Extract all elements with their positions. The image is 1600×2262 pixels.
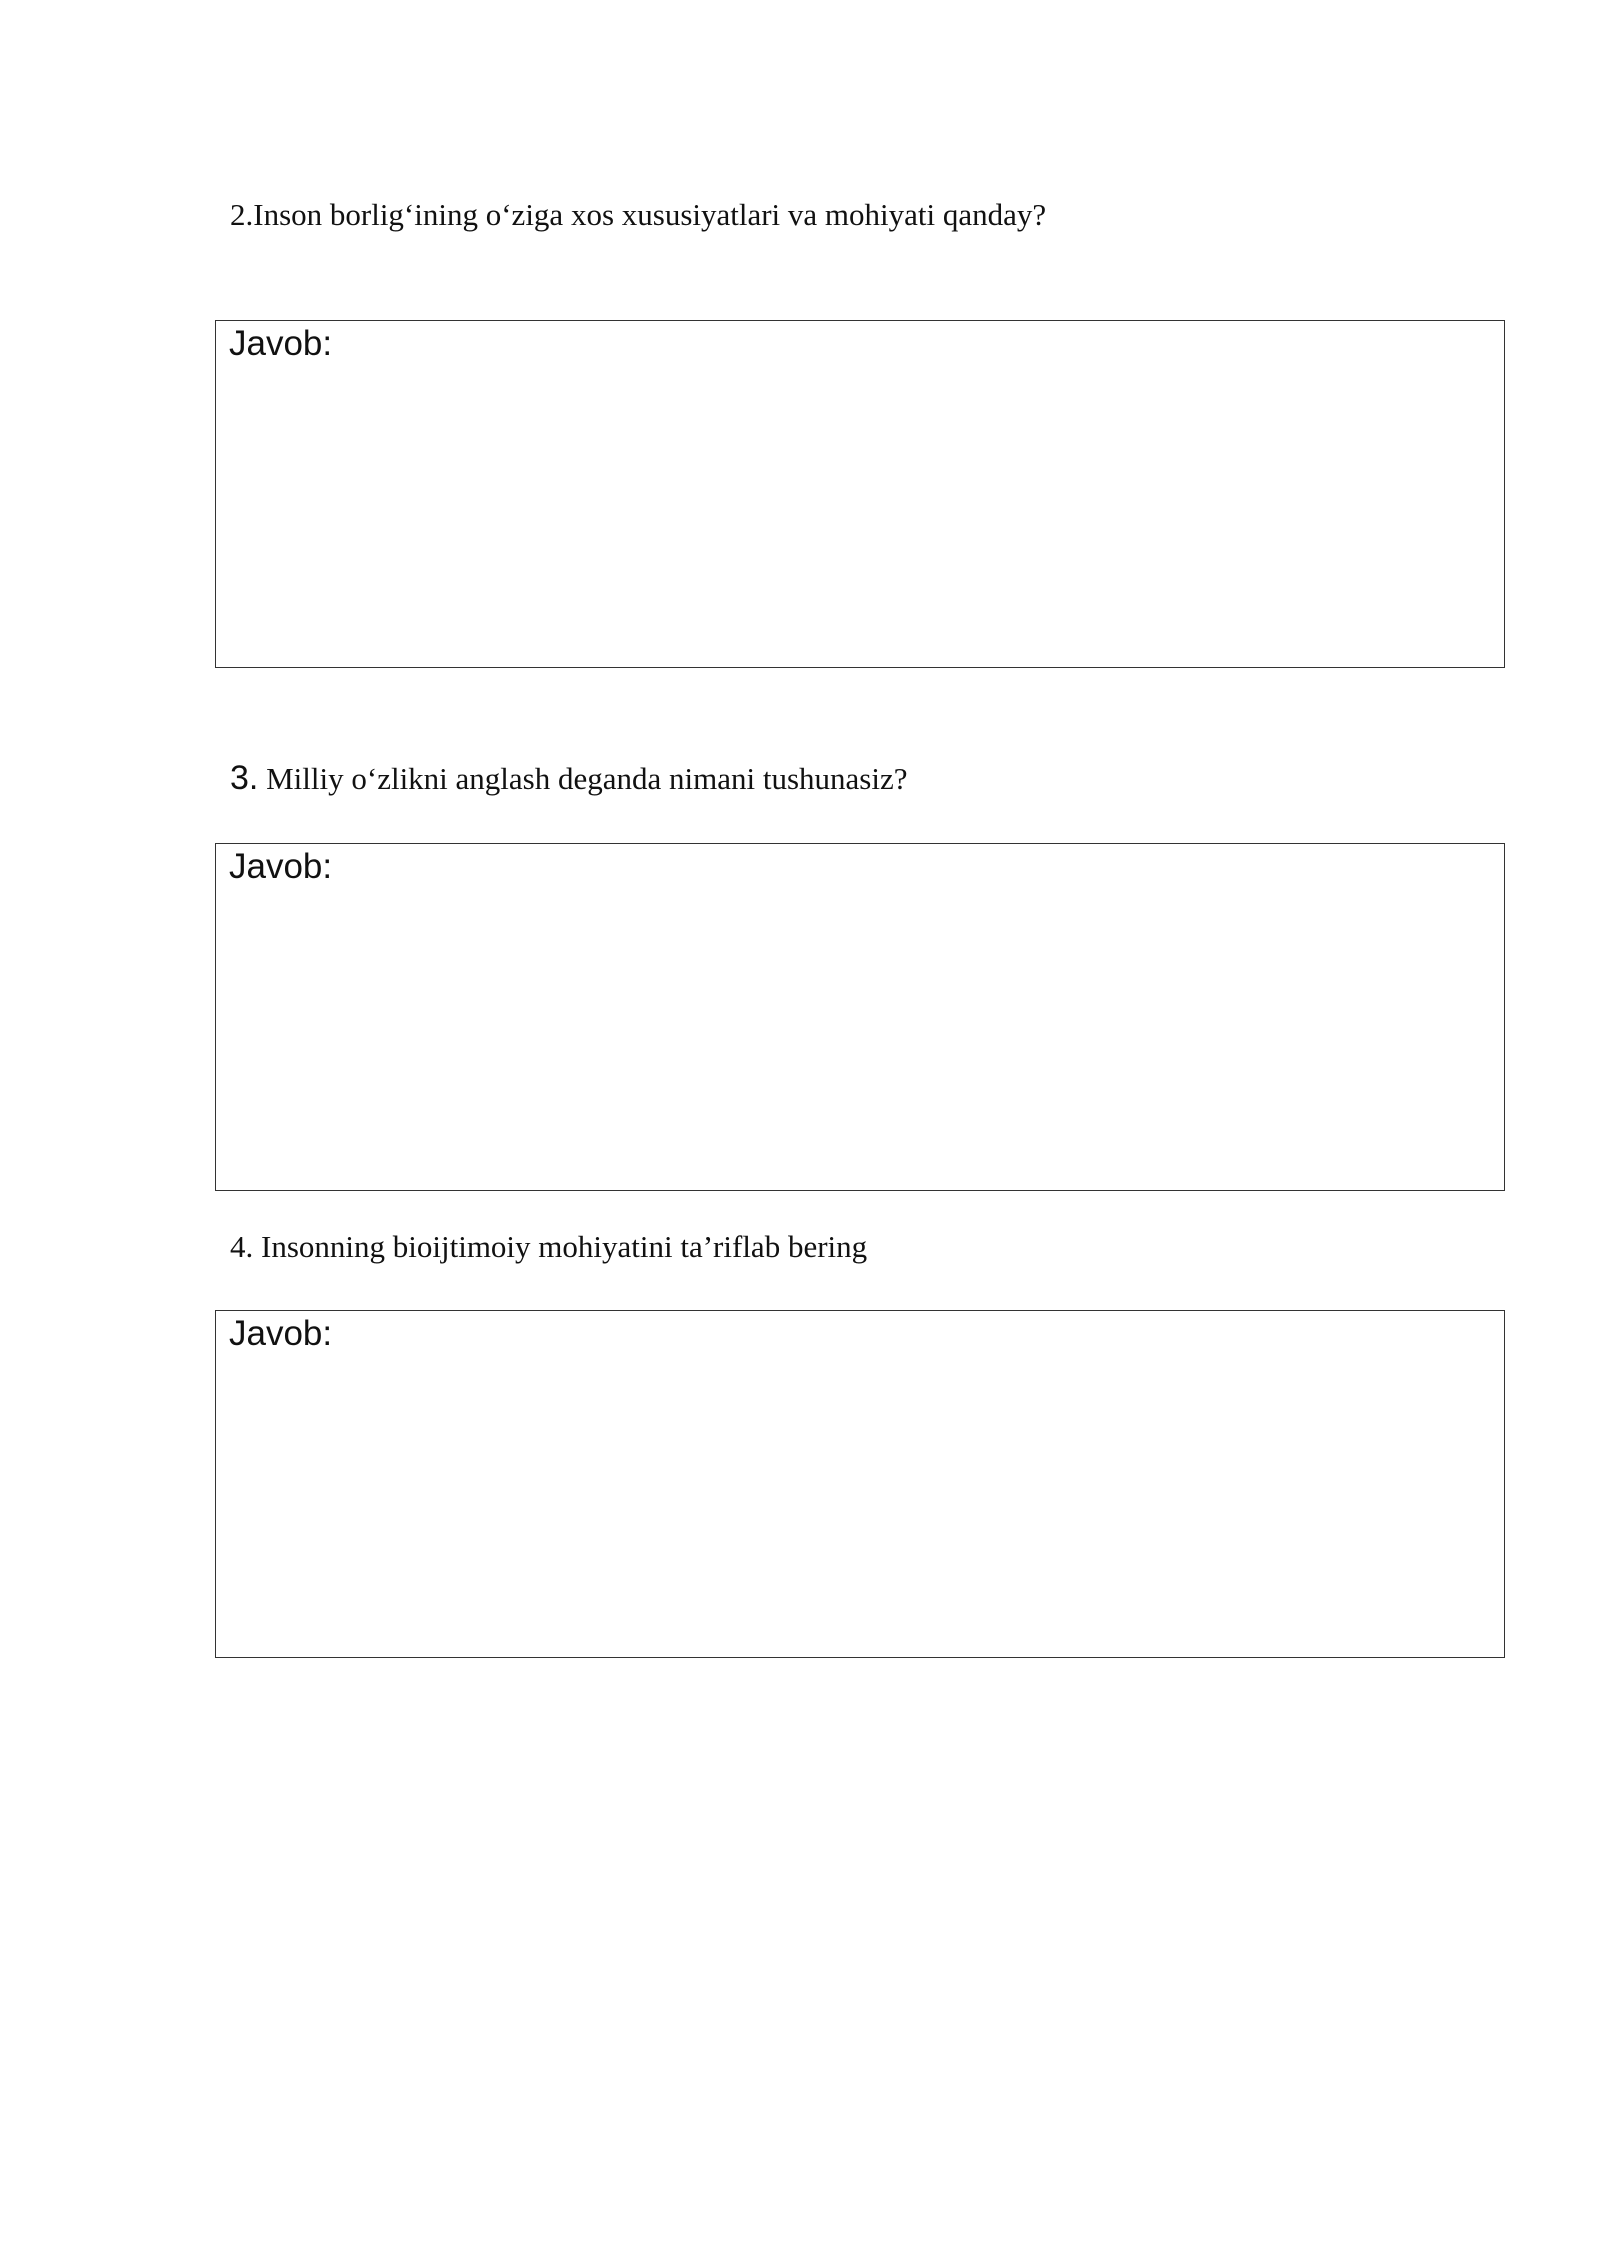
- question-text: Insonning bioijtimoiy mohiyatini ta’riflab bering: [253, 1229, 868, 1264]
- question-number: 3.: [230, 759, 259, 797]
- answer-box-2[interactable]: [215, 320, 1505, 668]
- answer-label: Javob:: [229, 847, 333, 886]
- question-text: Milliy o‘zlikni anglash deganda nimani tushunasiz?: [258, 761, 908, 796]
- answer-box-3[interactable]: [215, 843, 1505, 1191]
- question-4: [230, 1228, 867, 1265]
- question-2: [230, 196, 1046, 233]
- answer-label: Javob:: [229, 324, 333, 363]
- question-number: 2.: [230, 197, 254, 232]
- answer-label: Javob:: [229, 1314, 333, 1353]
- question-number: 4.: [230, 1229, 254, 1264]
- answer-box-4[interactable]: [215, 1310, 1505, 1658]
- question-3: [230, 758, 908, 799]
- question-text: Inson borlig‘ining o‘ziga xos xususiyatlari va mohiyati qanday?: [253, 197, 1047, 232]
